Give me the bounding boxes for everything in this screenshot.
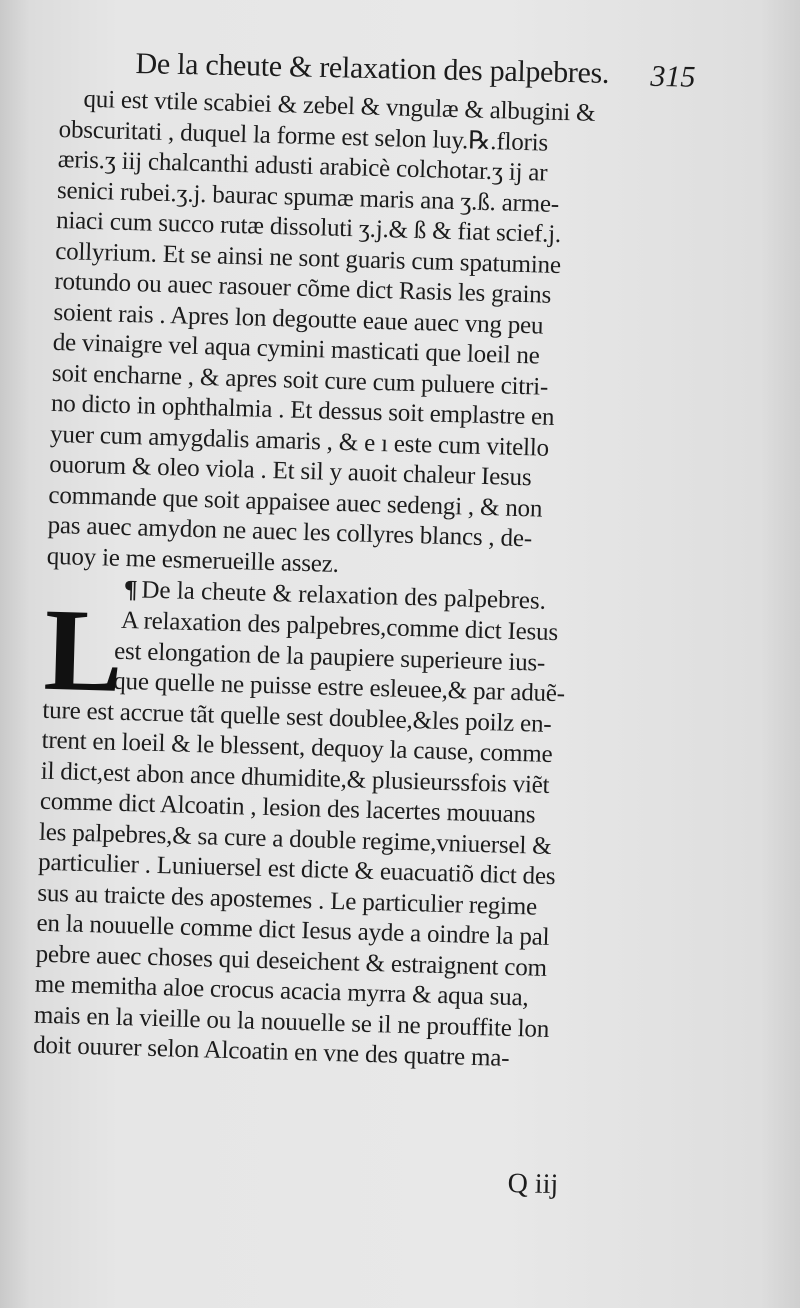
text-line: quoy ie me esmerueille assez. <box>46 542 340 578</box>
text-line: collyrium. Et se ainsi ne sont guaris cum spatumine <box>54 237 562 279</box>
text-line: obscuritati , duquel la forme est selon luy.℞.floris <box>58 115 549 157</box>
main-text-block <box>33 84 700 1079</box>
text-line: rotundo ou auec rasouer cõme dict Rasis les grains <box>54 267 552 309</box>
signature-mark: Q iij <box>507 1167 559 1201</box>
text-line: no dicto in ophthalmia . Et dessus soit emplastre en <box>50 389 555 431</box>
text-line: æris.ʒ iij chalcanthi adusti arabicè colchotar.ʒ ij ar <box>57 145 548 187</box>
text-line: soient rais . Apres lon degoutte eaue auec vng peu <box>53 298 544 340</box>
section-heading-text: De la cheute & relaxation des palpebres. <box>141 576 547 615</box>
page-number: 315 <box>650 59 696 94</box>
text-line: mais en la vieille ou la nouuelle se il ne prouffite lon <box>33 1001 550 1043</box>
text-line: pebre auec choses qui deseichent & estraignent com <box>35 940 548 982</box>
text-line: ture est accrue tãt quelle sest doublee,&les poilz en- <box>42 696 552 738</box>
text-line: comme dict Alcoatin , lesion des lacertes mouuans <box>39 787 536 829</box>
paragraph-mark: ¶ <box>123 575 138 604</box>
running-title: De la cheute & relaxation des palpebres. <box>135 46 610 90</box>
text-line: commande que soit appaisee auec sedengi , & non <box>48 481 543 523</box>
text-line: de vinaigre vel aqua cymini masticati que loeil ne <box>52 328 541 370</box>
text-line: pas auec amydon ne auec les collyres blancs , de- <box>47 511 533 553</box>
text-line: que quelle ne puisse estre esleuee,& par aduẽ- <box>112 667 566 708</box>
text-line: les palpebres,& sa cure a double regime,vniuersel & <box>38 818 552 860</box>
text-line: niaci cum succo rutæ dissoluti ʒ.j.& ß & fiat scief.j. <box>55 206 562 249</box>
text-line: sus au traicte des apostemes . Le particulier regime <box>37 879 538 921</box>
drop-cap-initial: L <box>42 583 125 717</box>
text-line: il dict,est abon ance dhumidite,& plusieurssfois viẽt <box>40 757 550 799</box>
text-line: trent en loeil & le blessent, dequoy la cause, comme <box>41 726 553 769</box>
text-line: ouorum & oleo viola . Et sil y auoit chaleur Iesus <box>48 450 532 492</box>
text-line: est elongation de la paupiere superieure ius- <box>113 637 546 677</box>
text-line: A relaxation des palpebres,comme dict Iesus <box>120 606 559 647</box>
text-line: en la nouuelle comme dict Iesus ayde a oindre la pal <box>36 909 550 951</box>
text-line: soit encharne , & apres soit cure cum puluere citri- <box>51 359 549 401</box>
text-line: senici rubei.ʒ.j. baurac spumæ maris ana ʒ.ß. arme- <box>56 176 560 218</box>
text-line: yuer cum amygdalis amaris , & e ı este cum vitello <box>49 420 550 462</box>
text-line: particulier . Luniuersel est dicte & euacuatiõ dict des <box>37 848 556 891</box>
text-line: qui est vtile scabiei & zebel & vngulæ & albugini & <box>83 85 596 127</box>
text-line: doit ouurer selon Alcoatin en vne des quatre ma- <box>32 1031 510 1072</box>
text-line: me memitha aloe crocus acacia myrra & aqua sua, <box>34 970 529 1012</box>
